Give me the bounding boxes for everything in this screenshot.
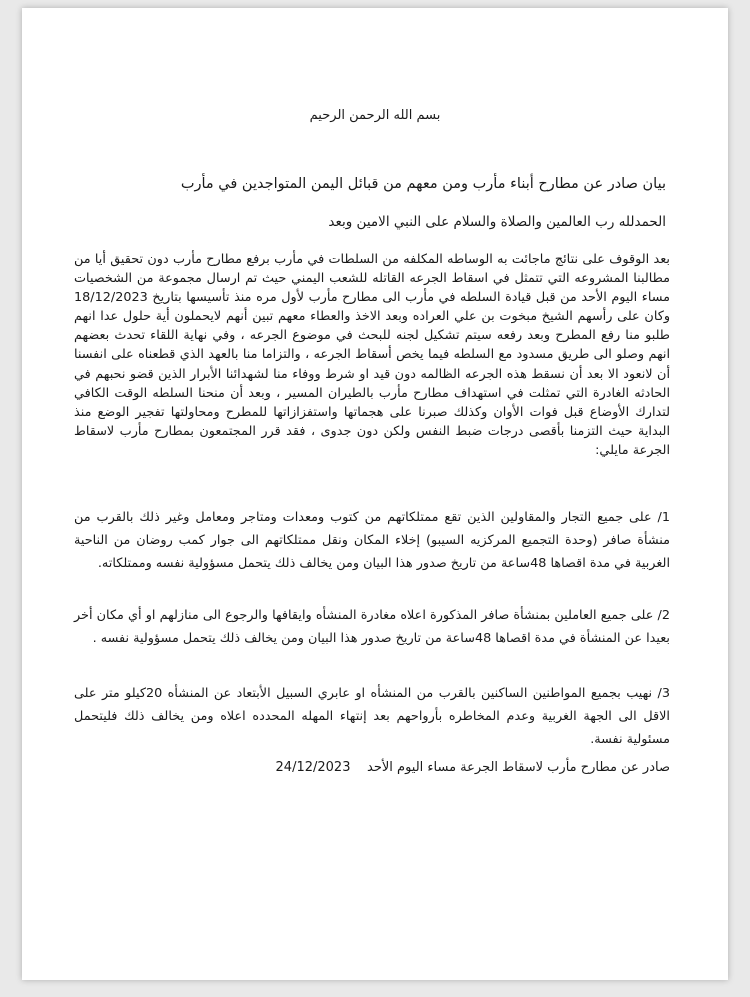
signature-date: 24/12/2023 — [275, 760, 351, 775]
decision-item-1 — [74, 506, 670, 575]
signature-line — [74, 760, 670, 775]
item-number: 1/ — [657, 510, 670, 525]
item-text: على جميع العاملين بمنشأة صافر المذكورة اعلاه مغادرة المنشأه وايقافها والرجوع الى منازلهم او أي مكان أخر بعيدا عن المنشأة في مدة اقصاها 48ساعة من تاريخ صدور هذا البيان ومن يخالف ذلك يتحمل مسؤولية نفسه . — [74, 608, 670, 646]
item-number: 2/ — [657, 608, 670, 623]
decision-item-3 — [74, 682, 670, 751]
decision-item-2 — [74, 604, 670, 650]
item-number: 3/ — [657, 686, 670, 701]
opening-praise: الحمدلله رب العالمين والصلاة والسلام على النبي الامين وبعد — [328, 214, 666, 230]
statement-title: بيان صادر عن مطارح أبناء مأرب ومن معهم من قبائل اليمن المتواجدين في مأرب — [180, 176, 666, 192]
item-text: نهيب بجميع المواطنين الساكنين بالقرب من المنشأه او عابري السبيل الأبتعاد عن المنشأه 20كيلو متر على الاقل الى الجهة الغربية وعدم المخاطره بأرواحهم بعد إنتهاء المهله المحدده اعلاه ومن يخالف ذلك فليتحمل مسئولية نفسة. — [74, 686, 670, 747]
basmala-heading: بسم الله الرحمن الرحيم — [309, 108, 441, 123]
item-text: على جميع التجار والمقاولين الذين تقع ممتلكاتهم من كتوب ومعدات ومتاجر ومعامل وغير ذلك بالقرب من منشأة صافر (وحدة التجميع المركزيه السيبو) إخلاء المكان ونقل ممتلكاتهم الى جوار كمب روضان من الناحية الغربية في مدة اقصاها 48ساعة من تاريخ صدور هذا البيان ومن يخالف ذلك يتحمل مسؤولية نفسه وممتلكاته. — [74, 510, 670, 571]
signature-text: صادر عن مطارح مأرب لاسقاط الجرعة مساء اليوم الأحد — [367, 760, 670, 775]
intro-paragraph: بعد الوقوف على نتائج ماجائت به الوساطه المكلفه من السلطات في مأرب برفع مطارح مأرب دون تحقيق أيا من مطالبنا المشروعه التي تتمثل في اسقاط الجرعه القاتله للشعب اليمني حيث تم ارسال مجموعة من الشخصيات مساء اليوم الأحد من قبل قيادة السلطه في مأرب الى مطارح مأرب لأول مره منذ تأسيسها بتاريخ 18/12/2023 وكان على رأسهم الشيخ مبخوت بن علي العراده وبعد الاخذ والعطاء معهم تبين أنهم لايحملون أية حلول عدا انهم طلبو منا رفع المطرح وبعد رفعه سيتم تشكيل لجنه للبحث في موضوع الجرعه ، وفي نهاية اللقاء تحدث بعضهم انهم وصلو الى طريق مسدود مع السلطه فيما يخص أسقاط الجرعه ، والتزاما منا بالعهد الذي قطعناه على انفسنا أن لانعود الا بعد أن نسقط هذه الجرعه الظالمه دون قيد او شرط ووفاء منا لشهدائنا الأبرار الذين قضو نحبهم في الحادثه الغادرة التي تمثلت في استهداف مطارح مأرب بالطيران المسير ، وبعد أن منحنا السلطه الوقت الكافي لتدارك الأوضاع قبل فوات الأوان وكذلك صبرنا على هجماتها واستفزازاتها للمطرح ومحاولتها تفجير الوضع منذ البداية حيث التزمنا بأقصى درجات ضبط النفس ولكن دون جدوى ، فقد قرر المجتمعون بمطارح مأرب لاسقاط الجرعة مايلي: — [74, 252, 670, 458]
document-page — [22, 8, 728, 980]
